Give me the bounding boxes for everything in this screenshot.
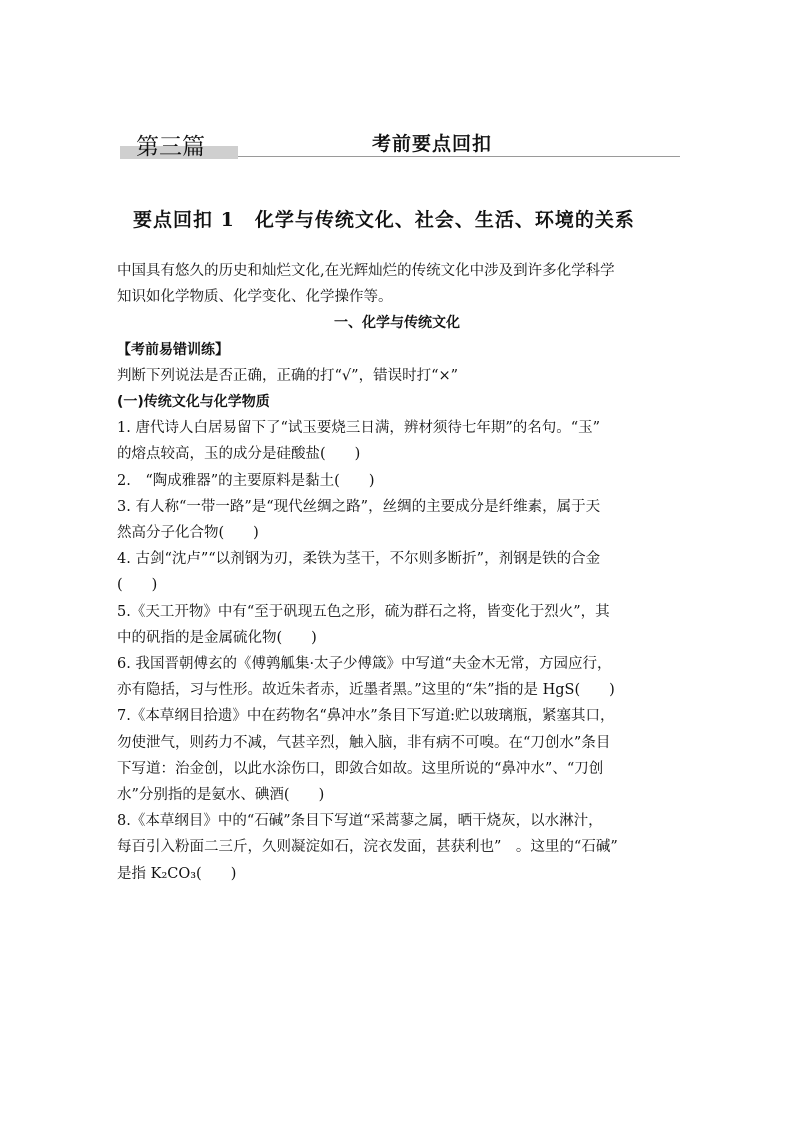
question-line: 7.《本草纲目拾遗》中在药物名“鼻冲水”条目下写道:贮以玻璃瓶，紧塞其口，: [117, 708, 615, 725]
question-line: 2. “陶成雅器”的主要原料是黏土( ): [117, 472, 375, 489]
page-header: [120, 125, 680, 165]
question-line: 4. 古剑“沈卢”“以剂钢为刃，柔铁为茎干，不尔则多断折”，剂钢是铁的合金: [117, 551, 601, 568]
question-line: 8.《本草纲目》中的“石碱”条目下写道“采蒿蓼之属，晒干烧灰，以水淋汁，: [117, 813, 603, 830]
intro-line: 知识如化学物质、化学变化、化学操作等。: [117, 289, 393, 306]
question-line: 然高分子化合物( ): [117, 525, 259, 542]
question-line: 下写道：治金创，以此水涂伤口，即敛合如故。这里所说的“鼻冲水”、“刀创: [117, 760, 604, 777]
question-line: 3. 有人称“一带一路”是“现代丝绸之路”，丝绸的主要成分是纤维素，属于天: [117, 498, 601, 515]
part-tag: [120, 125, 238, 159]
question-3: [117, 494, 677, 546]
practice-label: 【考前易错训练】: [117, 341, 229, 358]
question-5: [117, 599, 677, 651]
question-line: 水”分别指的是氨水、碘酒( ): [117, 787, 325, 804]
question-6: [117, 651, 677, 703]
subsection-heading: (一)传统文化与化学物质: [117, 394, 270, 411]
part-label: 第三篇: [136, 134, 205, 160]
page-title: 要点回扣 1 化学与传统文化、社会、生活、环境的关系: [133, 209, 635, 231]
question-line: 6. 我国晋朝傅玄的《傅鹑觚集·太子少傅箴》中写道“夫金木无常，方园应行，: [117, 656, 612, 673]
document-body: [117, 258, 677, 887]
question-line: 亦有隐括，习与性形。故近朱者赤，近墨者黑。”这里的“朱”指的是 HgS( ): [117, 682, 615, 699]
instruction: 判断下列说法是否正确，正确的打“√”，错误时打“×”: [117, 367, 459, 384]
question-line: 每百引入粉面二三斤，久则凝淀如石，浣衣发面，甚获利也” 。这里的“石碱”: [117, 839, 618, 856]
header-rule: [238, 156, 680, 157]
intro-line: 中国具有悠久的历史和灿烂文化,在光辉灿烂的传统文化中涉及到许多化学科学: [117, 263, 615, 279]
question-line: ( ): [117, 577, 158, 594]
question-line: 1. 唐代诗人白居易留下了“试玉要烧三日满，辨材须待七年期”的名句。“玉”: [117, 420, 601, 437]
question-line: 中的矾指的是金属硫化物( ): [117, 629, 317, 646]
question-7: [117, 703, 677, 808]
question-line: 5.《天工开物》中有“至于矾现五色之形，硫为群石之将，皆变化于烈火”，其: [117, 603, 610, 620]
question-2: [117, 468, 677, 494]
question-8: [117, 808, 677, 887]
question-1: [117, 415, 677, 467]
section-title: 考前要点回扣: [372, 133, 493, 155]
question-line: 是指 K₂CO₃( ): [117, 865, 237, 882]
question-line: 勿使泄气，则药力不减，气甚辛烈，触入脑，非有病不可嗅。在“刀创水”条目: [117, 734, 611, 751]
question-line: 的熔点较高，玉的成分是硅酸盐( ): [117, 446, 361, 463]
question-4: [117, 546, 677, 598]
section-heading: 一、化学与传统文化: [334, 315, 460, 332]
